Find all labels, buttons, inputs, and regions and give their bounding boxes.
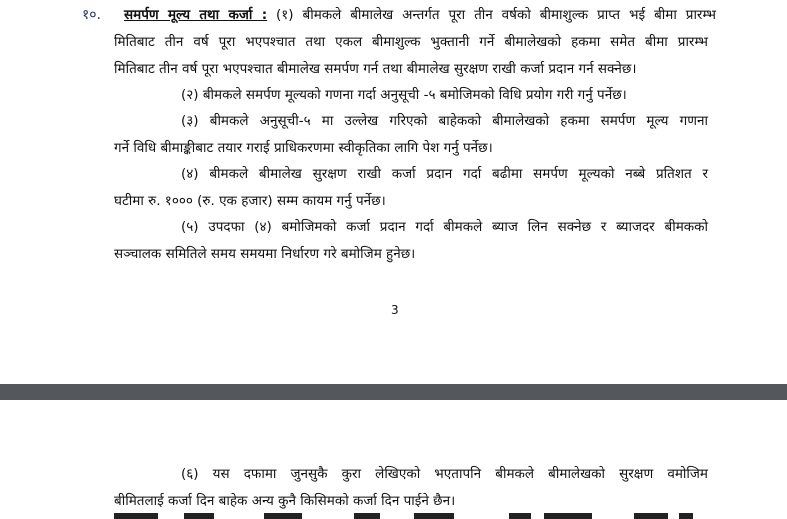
subclause-2: (२) बीमकले समर्पण मूल्यको गणना गर्दा अनुसूची -५ बमोजिमको विधि प्रयोग गरी गर्नु पर्नेछ। <box>181 87 627 103</box>
subclause-4-line-2: घटीमा रु. १००० (रु. एक हजार) सम्म कायम गर्नु पर्नेछ। <box>114 193 386 209</box>
paragraph-line-2: मितिबाट तीन वर्ष पूरा भएपश्चात तथा एकल बीमाशुल्क भुक्तानी गर्ने बीमालेखको हकमा समेत बीमा प्रारम्भ <box>114 34 708 50</box>
paragraph-line-1-text: (१) बीमकले बीमालेख अन्तर्गत पूरा तीन वर्षको बीमाशुल्क प्राप्त भई बीमा प्रारम्भ <box>267 7 716 23</box>
subclause-4-line-1: (४) बीमकले बीमालेख सुरक्षण राखी कर्जा प्रदान गर्दा बढीमा समर्पण मूल्यको नब्बे प्रतिशत र <box>181 166 708 182</box>
subclause-5-line-1: (५) उपदफा (४) बमोजिमको कर्जा प्रदान गर्दा बीमकले ब्याज लिन सक्नेछ र ब्याजदर बीमकको <box>181 219 708 235</box>
partially-visible-text-line <box>114 513 694 519</box>
paragraph-line-1 <box>124 5 716 25</box>
page-number: 3 <box>391 303 399 317</box>
section-number: १०. <box>82 7 102 23</box>
subclause-6-line-2: बीमितलाई कर्जा दिन बाहेक अन्य कुनै किसिमको कर्जा दिन पाईने छैन। <box>114 493 456 509</box>
paragraph-line-3: मितिबाट तीन वर्ष पूरा भएपश्चात बीमालेख समर्पण गर्न तथा बीमालेख सुरक्षण राखी कर्जा प्रदान गर्न सक्नेछ। <box>114 61 637 77</box>
section-heading: समर्पण मूल्य तथा कर्जा : <box>124 7 268 23</box>
subclause-6-line-1: (६) यस दफामा जुनसुकै कुरा लेखिएको भएतापनि बीमकले बीमालेखको सुरक्षण वमोजिम <box>181 466 708 482</box>
page-separator <box>0 384 787 400</box>
subclause-5-line-2: सञ्चालक समितिले समय समयमा निर्धारण गरे बमोजिम हुनेछ। <box>114 246 416 262</box>
subclause-3-line-2: गर्ने विधि बीमाङ्कीबाट तयार गराई प्राधिकरणमा स्वीकृतिका लागि पेश गर्नु पर्नेछ। <box>114 140 493 156</box>
subclause-3-line-1: (३) बीमकले अनुसूची-५ मा उल्लेख गरिएको बाहेकको बीमालेखको हकमा समर्पण मूल्य गणना <box>181 113 708 129</box>
